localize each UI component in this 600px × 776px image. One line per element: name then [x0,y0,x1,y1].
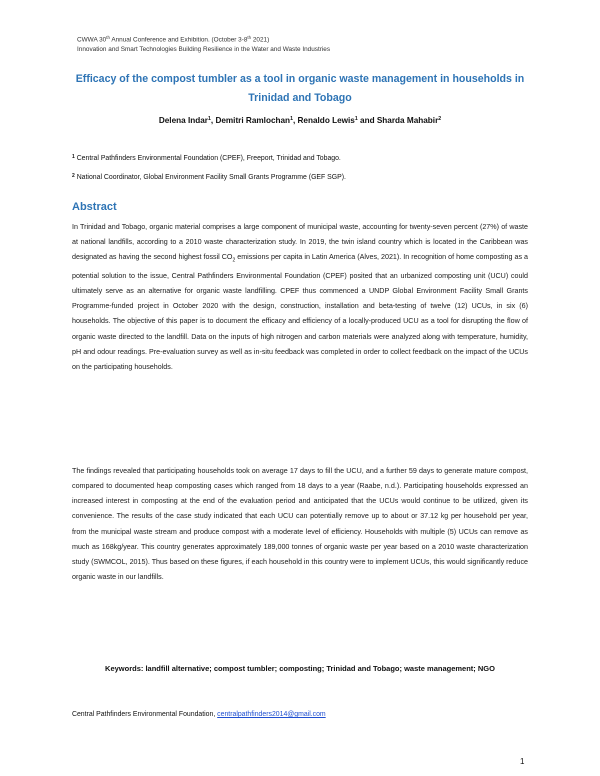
page-number: 1 [520,757,525,766]
abstract-paragraph-1: In Trinidad and Tobago, organic material comprises a large component of municipal waste, accounting for twenty-seven percent (27%) of waste at national landfills, according to a 2010 waste characterization study. In 2019, the twin island country which is located in the Caribbean was designated as having the second highest fossil $CO_2$ emissions per capita in Latin America (Alves, 2021). In recognition of home composting as a potential solution to the issue, Central Pathfinders Environmental Foundation (CPEF) posited that an urbanized composting unit (UCU) could ultimately serve as an alternative for organic waste landfilling. CPEF thus commenced a UNDP Global Environment Facility Small Grants Programme-funded project in October 2020 with the design, construction, installation and beta-testing of twelve (12) UCUs, in six (6) households. The objective of this paper is to document the efficacy and efficiency of a locally-produced UCU as a tool for disrupting the flow of organic waste directed to the landfill. Data on the inputs of high nitrogen and carbon materials were analyzed along with temperature, humidity, pH and odour readings. Pre-evaluation survey as well as in-situ feedback was completed in order to collect feedback on the impact of the UCUs on the participating households. [72,223,528,371]
author-affiliation-mark: 1 [290,116,293,122]
affiliation-2: $^2$ National Coordinator, Global Environment Facility Small Grants Programme (GEF SGP). [72,173,346,181]
author-affiliation-mark: 1 [354,116,358,122]
author-name: Renaldo Lewis [297,116,355,125]
conference-header-line2: Innovation and Smart Technologies Building Resilience in the Water and Waste Industries [77,46,331,53]
conference-header-line1: CWWA 30th Annual Conference and Exhibition. (October 3-8th 2021) [77,35,270,44]
author-name: Demitri Ramlochan [215,116,291,125]
author-affiliation-mark: 2 [438,116,442,122]
footer-contact: Central Pathfinders Environmental Foundation, centralpathfinders2014@gmail.com [72,711,326,718]
author-list: Delena Indar$^1$, Demitri Ramlochan$^1$, Renaldo Lewis$^1$ and Sharda Mahabir$^2$ [158,116,442,125]
abstract-paragraph-2: The findings revealed that participating households took on average 17 days to fill the UCU, and a further 59 days to generate mature compost, compared to documented heap composting cases which ranged from 18 days to a year (Raabe, n.d.). Participating households expressed an increased interest in composting at the end of the evaluation period and anticipated that the UCUs would continue to be utilized, given its convenience. The results of the case study indicated that each UCU can potentially remove up to about or 37.12 kg per household per year, from the municipal waste stream and produce compost with a moderate level of efficiency. Households with multiple (5) UCUs can remove as much as 168kg/year. This country generates approximately 189,000 tonnes of organic waste per year based on a 2010 waste characterization study (SWMCOL, 2015). Thus based on these figures, if each household in this country were to implement UCUs, this would significantly reduce organic waste in our landfills. [72,467,528,582]
keywords: Keywords: landfill alternative; compost tumbler; composting; Trinidad and Tobago; waste management; NGO [105,664,495,673]
paper-title: Efficacy of the compost tumbler as a tool in organic waste management in households in Trinidad and Tobago [75,73,525,104]
conference-header [77,33,330,55]
affiliation-1: $^1$ Central Pathfinders Environmental Foundation (CPEF), Freeport, Trinidad and Tobago. [72,154,341,162]
abstract-heading: Abstract [72,201,117,213]
author-name: Sharda Mahabir [376,116,439,125]
author-name: Delena Indar [158,116,208,125]
email-link[interactable]: centralpathfinders2014@gmail.com [217,711,326,718]
author-affiliation-mark: 1 [207,116,211,122]
